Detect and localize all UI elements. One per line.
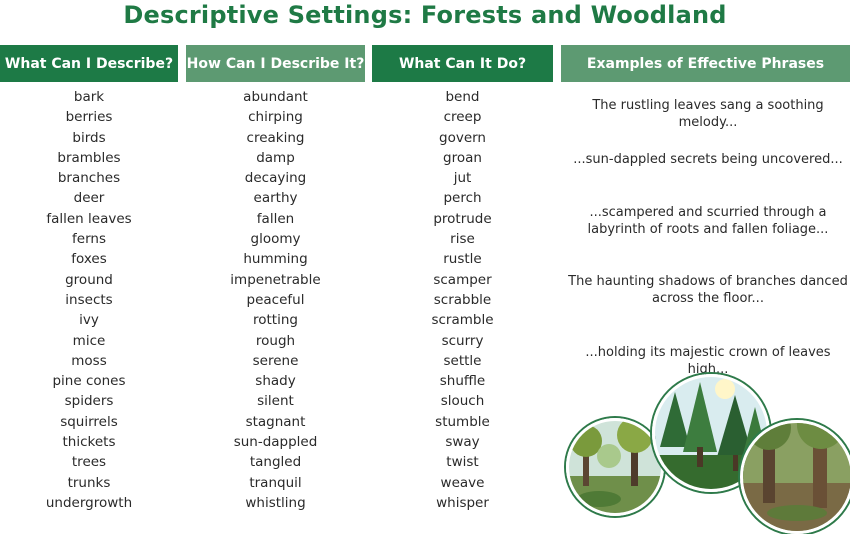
verb-word: perch bbox=[443, 190, 482, 207]
example-phrase: ...scampered and scurried through a labyrinth of roots and fallen foliage... bbox=[587, 205, 829, 237]
header-examples: Examples of Effective Phrases bbox=[561, 45, 850, 82]
describe-word: trunks bbox=[67, 474, 111, 491]
example-phrase: ...holding its majestic crown of leaves high... bbox=[585, 345, 831, 377]
adjective-word: shady bbox=[255, 373, 296, 390]
adjective-word: fallen bbox=[256, 210, 295, 227]
header-what-can-i-describe: What Can I Describe? bbox=[0, 45, 178, 82]
describe-word: thickets bbox=[62, 434, 116, 451]
verb-word: settle bbox=[443, 352, 482, 369]
describe-word: pine cones bbox=[52, 373, 126, 390]
describe-word: bark bbox=[73, 89, 105, 105]
verb-word: scamper bbox=[433, 271, 492, 288]
describe-word: mice bbox=[72, 332, 106, 349]
adjective-word: gloomy bbox=[250, 231, 301, 248]
verb-word: bend bbox=[445, 89, 480, 105]
describe-word: squirrels bbox=[60, 413, 118, 430]
example-phrase: The haunting shadows of branches danced across the floor... bbox=[568, 274, 848, 306]
verb-word: creep bbox=[443, 109, 482, 126]
describe-word: ivy bbox=[79, 312, 99, 329]
adjective-word: humming bbox=[243, 251, 308, 268]
verb-word: rustle bbox=[443, 251, 482, 268]
describe-word: foxes bbox=[71, 251, 107, 268]
describe-word: insects bbox=[65, 291, 113, 308]
verb-word: groan bbox=[443, 149, 482, 166]
page-title: Descriptive Settings: Forests and Woodland bbox=[123, 1, 727, 29]
verb-word: twist bbox=[446, 454, 479, 471]
forest-illustration-right bbox=[740, 420, 850, 534]
adjective-word: decaying bbox=[244, 170, 307, 187]
adjective-word: abundant bbox=[243, 89, 308, 105]
verb-word: scramble bbox=[431, 312, 494, 329]
header-what-can-it-do: What Can It Do? bbox=[372, 45, 553, 82]
adjective-word: rough bbox=[255, 332, 296, 349]
adjective-word: serene bbox=[252, 352, 299, 369]
describe-word: undergrowth bbox=[45, 494, 133, 511]
adjective-word: damp bbox=[256, 149, 295, 166]
adjective-word: whistling bbox=[245, 494, 306, 511]
adjective-word: rotting bbox=[253, 312, 298, 329]
what-can-i-describe-list bbox=[0, 87, 178, 513]
adjective-word: creaking bbox=[246, 129, 305, 146]
describe-word: deer bbox=[73, 190, 105, 207]
adjective-word: sun-dappled bbox=[233, 434, 318, 451]
describe-word: berries bbox=[65, 109, 113, 126]
verb-word: stumble bbox=[435, 413, 490, 430]
adjective-word: silent bbox=[257, 393, 294, 410]
example-phrase: The rustling leaves sang a soothing melody... bbox=[592, 98, 824, 130]
adjective-word: stagnant bbox=[245, 413, 306, 430]
adjective-word: peaceful bbox=[246, 291, 305, 308]
verb-word: scurry bbox=[441, 332, 484, 349]
header-how-can-i-describe: How Can I Describe It? bbox=[186, 45, 365, 82]
verb-word: shuffle bbox=[439, 373, 486, 390]
verb-word: slouch bbox=[440, 393, 485, 410]
verb-word: jut bbox=[453, 170, 472, 187]
adjective-word: impenetrable bbox=[230, 271, 321, 288]
describe-word: trees bbox=[71, 454, 107, 471]
describe-word: brambles bbox=[57, 149, 121, 166]
adjective-word: earthy bbox=[253, 190, 298, 207]
verb-word: weave bbox=[440, 474, 485, 491]
example-phrase: ...sun-dappled secrets being uncovered... bbox=[573, 152, 843, 167]
what-can-it-do-list bbox=[372, 87, 553, 513]
verb-word: sway bbox=[445, 434, 480, 451]
forest-illustration-left bbox=[566, 418, 664, 516]
how-can-i-describe-list bbox=[186, 87, 365, 513]
describe-word: moss bbox=[71, 352, 107, 369]
describe-word: fallen leaves bbox=[46, 210, 132, 227]
verb-word: whisper bbox=[436, 494, 489, 511]
describe-word: ground bbox=[65, 271, 113, 288]
adjective-word: tranquil bbox=[249, 474, 302, 491]
describe-word: branches bbox=[57, 170, 121, 187]
adjective-word: chirping bbox=[248, 109, 303, 126]
verb-word: scrabble bbox=[433, 291, 492, 308]
describe-word: spiders bbox=[64, 393, 114, 410]
adjective-word: tangled bbox=[249, 454, 302, 471]
verb-word: govern bbox=[439, 129, 486, 146]
describe-word: birds bbox=[72, 129, 106, 146]
describe-word: ferns bbox=[72, 231, 106, 248]
verb-word: rise bbox=[450, 231, 475, 248]
verb-word: protrude bbox=[433, 210, 492, 227]
